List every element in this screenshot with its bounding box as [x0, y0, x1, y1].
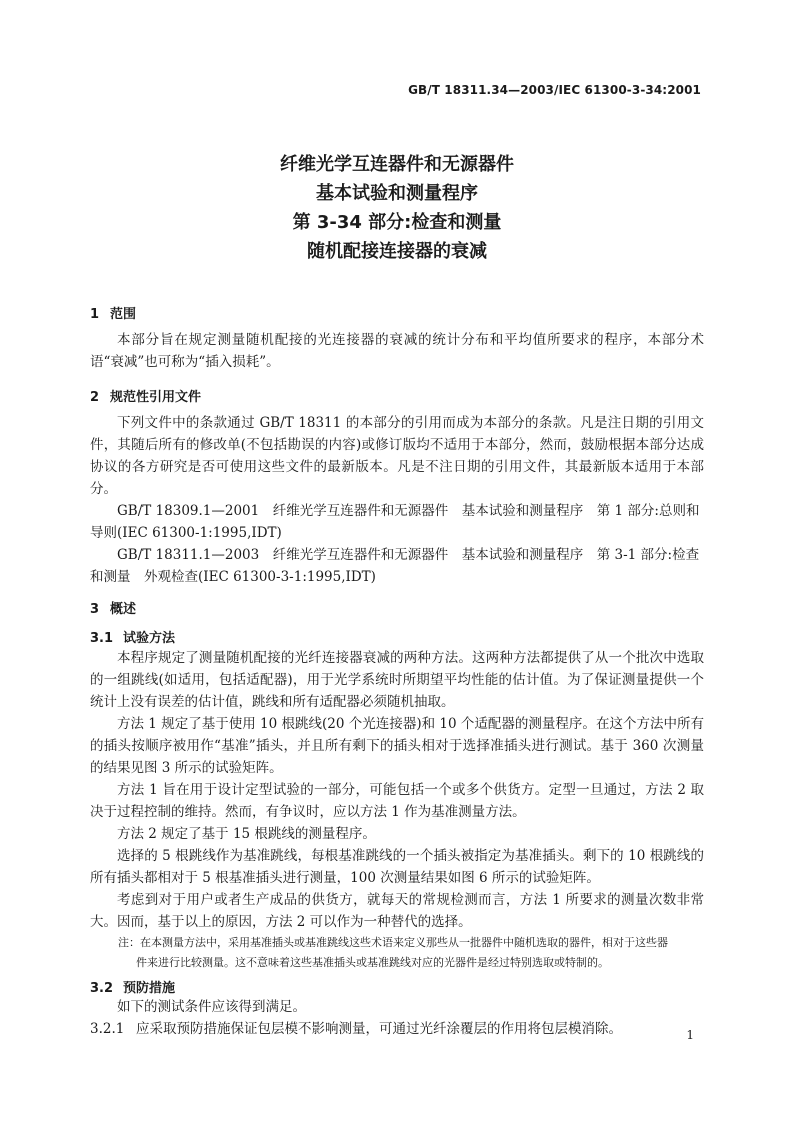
section-2-heading	[90, 386, 201, 405]
normative-reference-2: GB/T 18311.1—2003 纤维光学互连器件和无源器件 基本试验和测量程序 第 3-1 部分:检查和测量 外观检查(IEC 61300-3-1:1995,IDT)	[90, 547, 700, 585]
section-title: 试验方法	[123, 631, 176, 646]
section-number: 3.2.1	[90, 1021, 125, 1037]
section-1-paragraph: 本部分旨在规定测量随机配接的光连接器的衰减的统计分布和平均值所要求的程序，本部分术语“衰减”也可称为“插入损耗”。	[90, 332, 704, 370]
section-3-1-paragraph-5: 选择的 5 根跳线作为基准跳线，每根基准跳线的一个插头被指定为基准插头。剩下的 10 根跳线的所有插头都相对于 5 根基准插头进行测量，100 次测量结果如图 6 所示的试验矩阵。	[90, 848, 704, 886]
section-3-1-paragraph-1: 本程序规定了测量随机配接的光纤连接器衰减的两种方法。这两种方法都提供了从一个批次中选取的一组跳线(如适用，包括适配器)，用于光学系统时所期望平均性能的估计值。为了保证测量提供一个统计上没有误差的估计值，跳线和所有适配器必须随机抽取。	[90, 650, 704, 710]
section-3-1-heading	[90, 627, 175, 646]
section-2-paragraph: 下列文件中的条款通过 GB/T 18311 的本部分的引用而成为本部分的条款。凡是注日期的引用文件，其随后所有的修改单(不包括勘误的内容)或修订版均不适用于本部分，然而，鼓励根据本部分达成协议的各方研究是否可使用这些文件的最新版本。凡是不注日期的引用文件，其最新版本适用于本部分。	[90, 415, 704, 497]
section-number: 2	[90, 390, 100, 405]
section-3-1-paragraph-2: 方法 1 规定了基于使用 10 根跳线(20 个光连接器)和 10 个适配器的测量程序。在这个方法中所有的插头按顺序被用作“基准”插头，并且所有剩下的插头相对于选择准插头进行测试。基于 360 次测量的结果见图 3 所示的试验矩阵。	[90, 716, 704, 776]
title-line-2: 基本试验和测量程序	[316, 183, 478, 204]
normative-reference-1: GB/T 18309.1—2001 纤维光学互连器件和无源器件 基本试验和测量程序 第 1 部分:总则和导则(IEC 61300-1:1995,IDT)	[90, 503, 700, 541]
section-3-1-paragraph-6: 考虑到对于用户或者生产成品的供货方，就每天的常规检测而言，方法 1 所要求的测量次数非常大。因而，基于以上的原因，方法 2 可以作为一种替代的选择。	[90, 892, 704, 930]
section-title: 规范性引用文件	[110, 390, 202, 405]
title-line-1: 纤维光学互连器件和无源器件	[280, 154, 514, 175]
section-3-1-paragraph-3: 方法 1 旨在用于设计定型试验的一部分，可能包括一个或多个供货方。定型一旦通过，方法 2 取决于过程控制的维持。然而，有争议时，应以方法 1 作为基准测量方法。	[90, 782, 704, 820]
section-title: 预防措施	[123, 981, 176, 996]
title-line-4: 随机配接连接器的衰减	[307, 241, 487, 262]
section-3-2-1-paragraph	[90, 1018, 704, 1040]
section-3-2-paragraph: 如下的测试条件应该得到满足。	[117, 999, 306, 1015]
standard-code: GB/T 18311.34—2003/IEC 61300-3-34:2001	[408, 83, 701, 97]
section-3-1-paragraph-4: 方法 2 规定了基于 15 根跳线的测量程序。	[117, 826, 376, 842]
section-text: 应采取预防措施保证包层模不影响测量，可通过光纤涂覆层的作用将包层模消除。	[136, 1021, 622, 1037]
section-1-heading	[90, 303, 136, 322]
section-title: 范围	[110, 307, 137, 322]
section-title: 概述	[110, 602, 137, 617]
section-3-2-heading	[90, 977, 175, 996]
note-line-1: 注：在本测量方法中，采用基准插头或基准跳线这些术语来定义那些从一批器件中随机选取的器件，相对于这些器	[118, 936, 668, 949]
note-line-2: 件来进行比较测量。这不意味着这些基准插头或基准跳线对应的光器件是经过特别选取或特制的。	[136, 956, 609, 969]
section-number: 3.1	[90, 631, 114, 646]
document-title	[0, 150, 794, 266]
section-number: 3.2	[90, 981, 114, 996]
section-number: 1	[90, 307, 100, 322]
section-3-heading	[90, 598, 136, 617]
section-number: 3	[90, 602, 100, 617]
page-number: 1	[686, 1028, 694, 1042]
title-line-3: 第 3-34 部分:检查和测量	[292, 212, 502, 233]
